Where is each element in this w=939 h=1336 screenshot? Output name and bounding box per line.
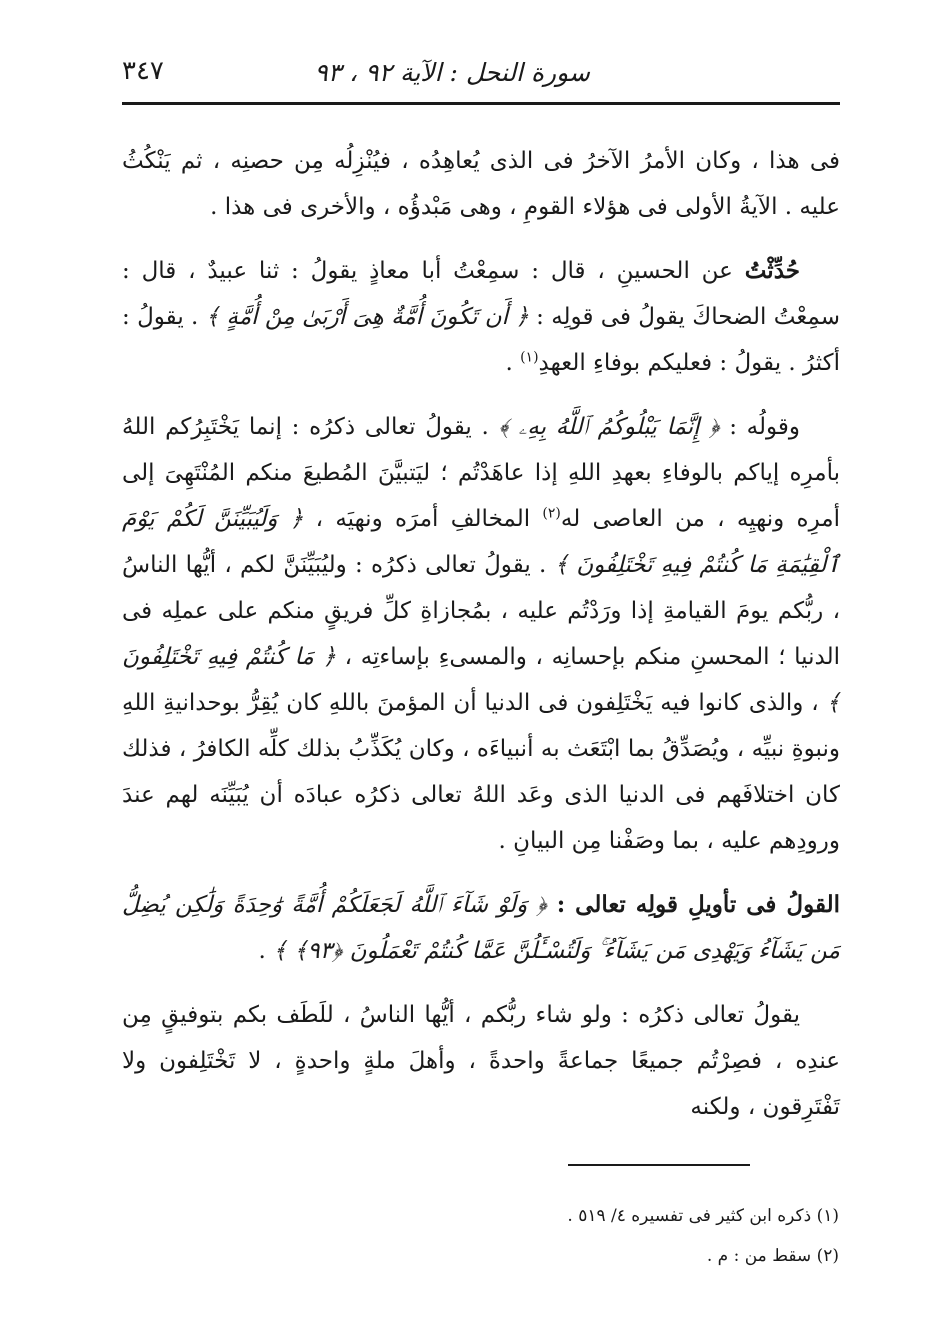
- page-number: ٣٤٧: [122, 56, 164, 86]
- quran-verse-2: ﴿ إِنَّمَا يَبْلُوكُمُ ٱللَّهُ بِهِۦ ﴾: [498, 414, 720, 440]
- footnotes: [339, 1196, 839, 1276]
- paragraph-2: [122, 248, 840, 386]
- quran-verse-1: ﴿ أَن تَكُونَ أُمَّةٌ هِىَ أَرْبَىٰ مِنْ أُمَّةٍ ﴾: [205, 304, 529, 330]
- section-heading: القولُ فى تأويلِ قولِه تعالى :: [546, 891, 841, 918]
- footnote-divider: [568, 1164, 750, 1166]
- paragraph-2-text-c: .: [505, 350, 521, 376]
- paragraph-3-text-c: المخالفِ أمرَه ونهيَه ،: [303, 506, 543, 532]
- paragraph-5-text: يقولُ تعالى ذكرُه : ولو شاء ربُّكم ، أيُّها الناسُ ، للَطَف بكم بتوفيقٍ مِن عندِه ، فصِرْتُم جميعًا جماعةً واحدةً ، وأهلَ ملةٍ واحدةٍ ، لا تَخْتَلِفون ولا تَفْتَرِقون ، ولكنه: [122, 1002, 840, 1120]
- footnote-1: (١) ذكره ابن كثير فى تفسيره ٤/ ٥١٩ .: [567, 1206, 839, 1226]
- main-text: [122, 138, 840, 1148]
- paragraph-2-text-a: عن الحسينِ ، قال : سمِعْتُ أبا معاذٍ يقولُ : ثنا عبيدٌ ، قال : سمِعْتُ الضحاكَ يقولُ فى قولِه :: [122, 258, 840, 330]
- page-header: [122, 52, 840, 96]
- footnote-ref-2: (٢): [542, 505, 561, 522]
- paragraph-5: [122, 992, 840, 1130]
- paragraph-4: [122, 882, 840, 974]
- paragraph-3-text-a: وقولُه :: [719, 414, 800, 440]
- quran-verse-3: ﴿ وَلَيُبَيِّنَنَّ لَكُمْ يَوْمَ ٱلْقِيَٰمَةِ مَا كُنتُمْ فِيهِ تَخْتَلِفُونَ ﴾: [122, 506, 840, 578]
- quran-verse-5: ﴿ وَلَوْ شَآءَ ٱللَّهُ لَجَعَلَكُمْ أُمَّةً وَٰحِدَةً وَلَٰكِن يُضِلُّ مَن يَشَآءُ وَيَهْدِى مَن يَشَآءُ ۚ وَلَتُسْـَٔلُنَّ عَمَّا كُنتُمْ تَعْمَلُونَ ﴿٩٣﴾ ﴾: [122, 892, 840, 964]
- paragraph-3-text-e: ، والذى كانوا فيه يَخْتَلِفون فى الدنيا أن المؤمنَ باللهِ كان يُقِرُّ بوحدانيةِ اللهِ ونبوةِ نبيِّه ، ويُصَدِّقُ بما ابْتَعَث به أنبياءَه ، وكان يُكَذِّبُ بذلك كلِّه الكافرُ ، فذلك كان اختلافَهم فى الدنيا الذى وعَد اللهُ تعالى ذكرُه عبادَه أن يُبَيِّنَه لهم عندَ ورودِهم عليه ، بما وصَفْنا مِن البيانِ .: [122, 690, 840, 854]
- footnote-2: (٢) سقط من : م .: [706, 1246, 839, 1266]
- paragraph-3-text-d: . يقولُ تعالى ذكرُه : وليُبَيِّنَنَّ لكم ، أيُّها الناسُ ، ربُّكم يومَ القيامةِ إذا ورَدْتُم عليه ، بمُجازاةِ كلِّ فريقٍ منكم على عملِه فى الدنيا ؛ المحسنِ منكم بإحسانِه ، والمسىءِ بإساءتِه ،: [122, 552, 840, 670]
- paragraph-1: [122, 138, 840, 230]
- narration-opening: حُدِّثْتُ: [744, 257, 800, 284]
- paragraph-1-text: فى هذا ، وكان الأمرُ الآخرُ فى الذى يُعاهِدُه ، فيُنْزِلُه مِن حصنِه ، ثم يَنْكُثُ عليه . الآيةُ الأولى فى هؤلاء القومِ ، وهى مَبْدؤُه ، والأخرى فى هذا .: [122, 148, 840, 220]
- footnote-ref-1: (١): [520, 349, 539, 366]
- paragraph-4-end: .: [258, 938, 274, 964]
- quran-verse-4: ﴿ مَا كُنتُمْ فِيهِ تَخْتَلِفُونَ ﴾: [122, 644, 840, 716]
- paragraph-3-text-b: . يقولُ تعالى ذكرُه : إنما يَخْتَبِرُكم اللهُ بأمرِه إياكم بالوفاءِ بعهدِ اللهِ إذا عاهَدْتُم ؛ ليَتبيَّنَ المُطيعَ منكم المُنْتَهِىَ إلى أمرِه ونهيِه ، من العاصى له: [122, 414, 840, 532]
- header-title: سورة النحل : الآية ٩٢ ، ٩٣: [314, 58, 590, 87]
- header-divider: [122, 102, 840, 105]
- paragraph-3: [122, 404, 840, 864]
- paragraph-2-text-b: . يقولُ : أكثرُ . يقولُ : فعليكم بوفاءِ العهدِ: [122, 304, 840, 376]
